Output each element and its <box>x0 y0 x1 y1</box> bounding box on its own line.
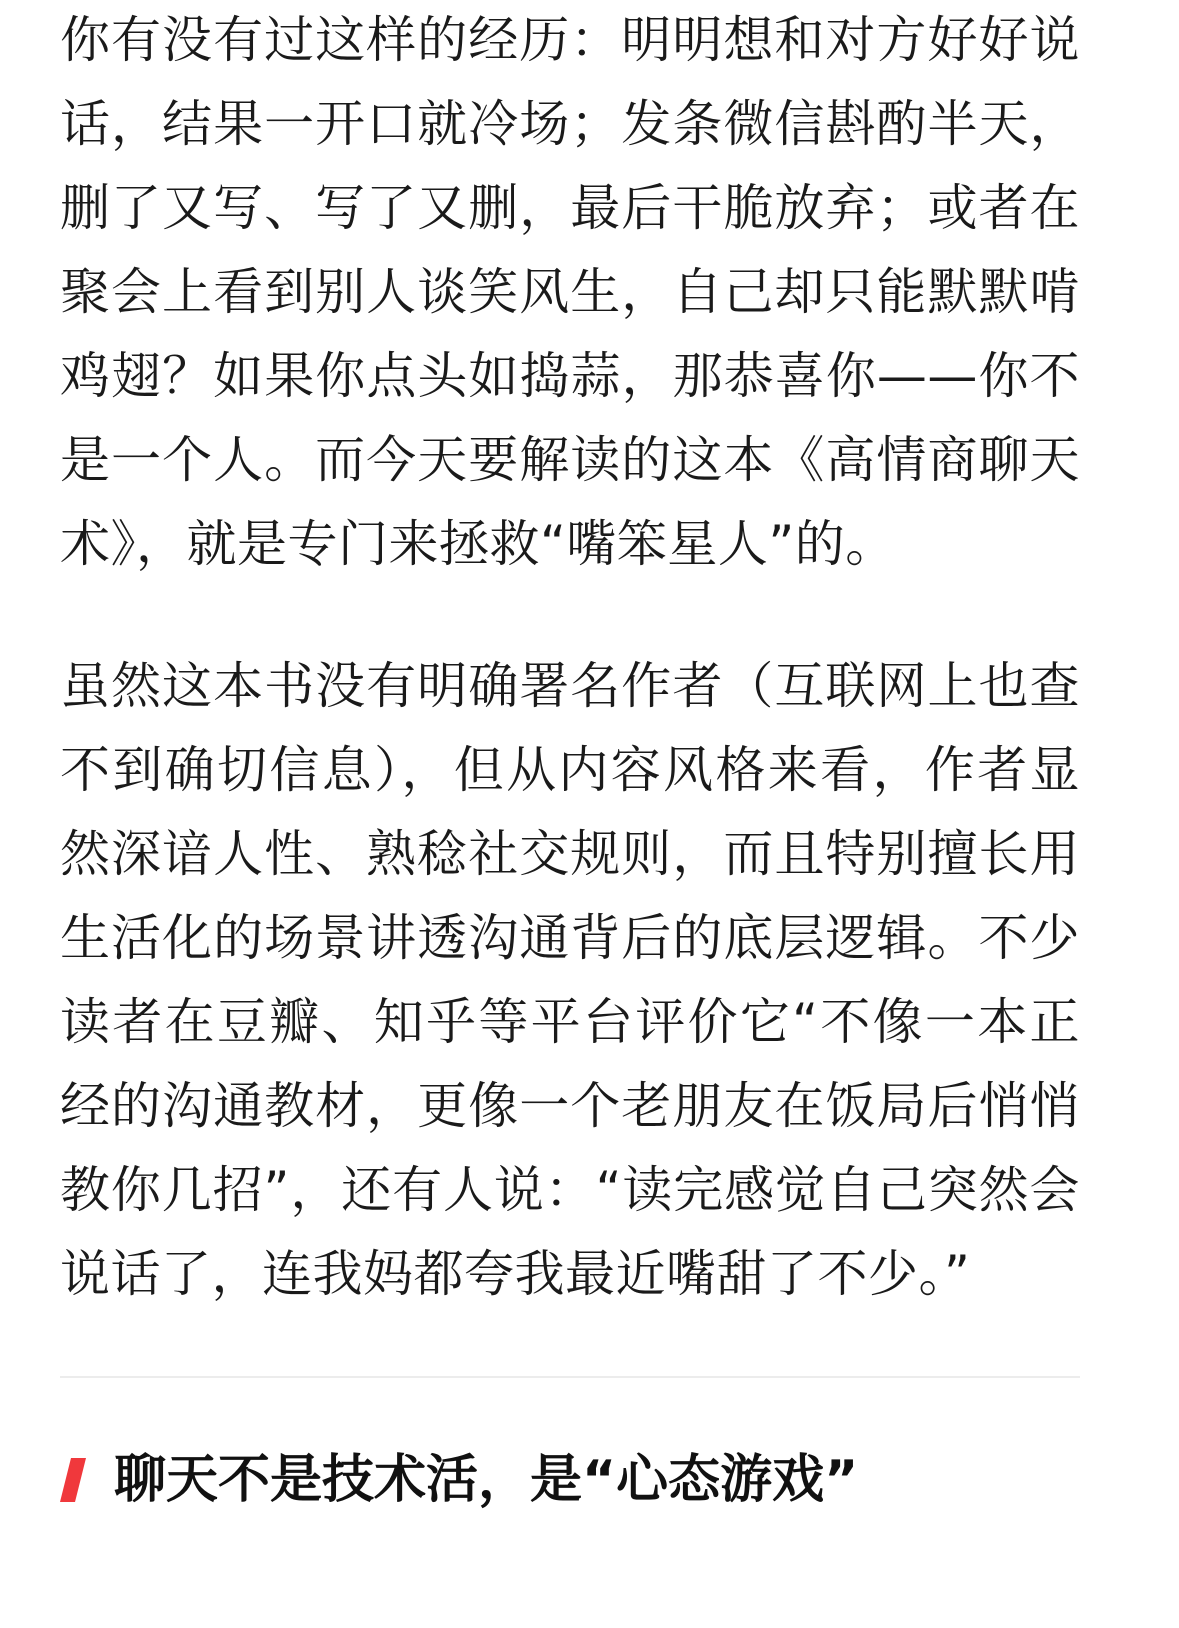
article-paragraph: 虽然这本书没有明确署名作者（互联网上也查不到确切信息），但从内容风格来看，作者显然深谙人性、熟稔社交规则，而且特别擅长用生活化的场景讲透沟通背后的底层逻辑。不少读者在豆瓣、知乎等平台评价它“不像一本正经的沟通教材，更像一个老朋友在饭局后悄悄教你几招”，还有人说：“读完感觉自己突然会说话了，连我妈都夸我最近嘴甜了不少。” <box>60 657 1080 1303</box>
slash-marker-icon <box>60 1458 86 1502</box>
article-paragraph: 你有没有过这样的经历：明明想和对方好好说话，结果一开口就冷场；发条微信斟酌半天，删了又写、写了又删，最后干脆放弃；或者在聚会上看到别人谈笑风生，自己却只能默默啃鸡翅？如果你点头如捣蒜，那恭喜你——你不是一个人。而今天要解读的这本《高情商聊天术》，就是专门来拯救“嘴笨星人”的。 <box>60 11 1080 573</box>
section-heading <box>60 1430 1080 1530</box>
section-divider <box>60 1376 1080 1378</box>
section-heading-text: 聊天不是技术活，是“心态游戏” <box>114 1450 859 1510</box>
